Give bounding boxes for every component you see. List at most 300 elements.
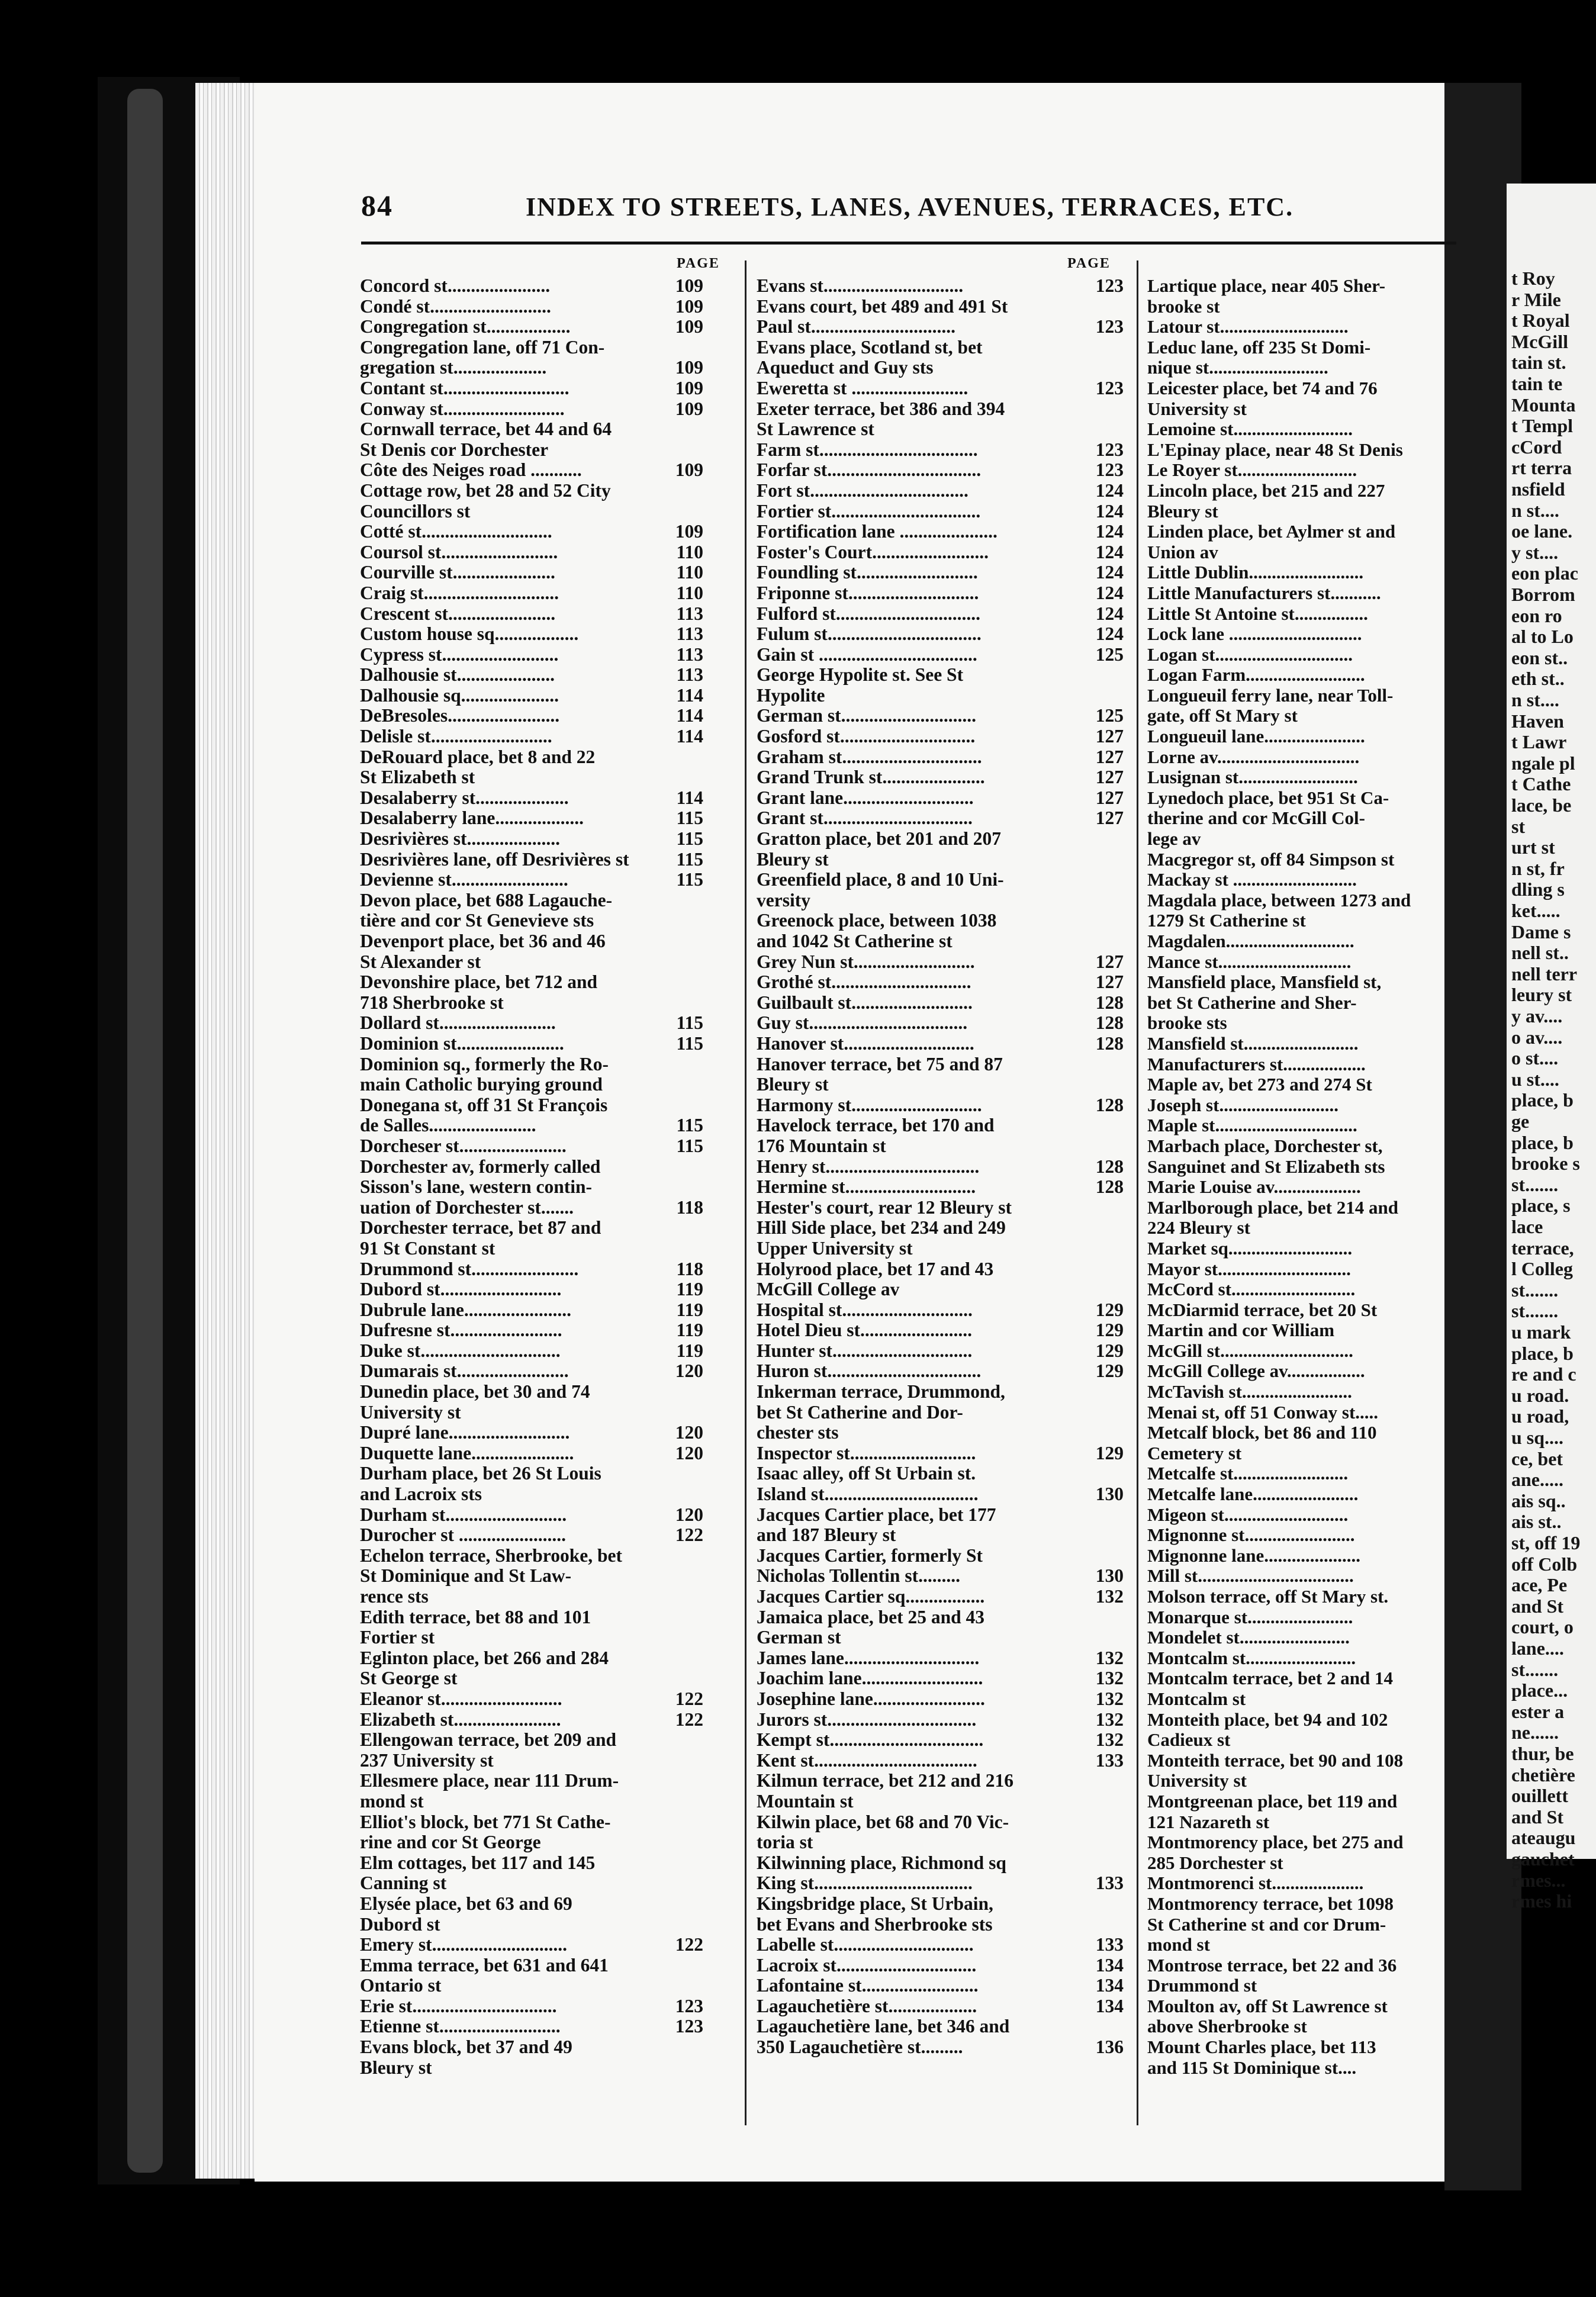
index-entry — [1147, 1054, 1455, 1075]
index-entry — [360, 297, 703, 317]
index-entry — [1147, 460, 1455, 481]
index-entry — [757, 686, 1124, 706]
entry-text: Coursol st......................... — [360, 541, 558, 562]
index-entry — [1147, 1894, 1455, 1915]
entry-page: 123 — [1095, 459, 1124, 481]
facing-page-line: cCord — [1511, 436, 1562, 458]
entry-text: 224 Bleury st — [1147, 1217, 1250, 1238]
entry-page: 124 — [1095, 562, 1124, 583]
entry-text: Havelock terrace, bet 170 and — [757, 1115, 995, 1136]
entry-text: de Salles....................... — [360, 1115, 536, 1136]
index-entry — [1147, 1587, 1455, 1607]
index-entry — [757, 1136, 1124, 1157]
index-entry — [360, 1915, 703, 1935]
entry-text: Guy st.................................. — [757, 1012, 968, 1034]
entry-text: University st — [1147, 398, 1247, 419]
index-entry — [757, 337, 1124, 358]
index-entry — [757, 1525, 1124, 1546]
index-entry — [360, 645, 703, 665]
index-entry — [757, 2037, 1124, 2058]
entry-text: Courville st...................... — [360, 562, 555, 583]
index-entry — [1147, 1935, 1455, 1955]
index-entry — [1147, 1218, 1455, 1238]
entry-text: Graham st.............................. — [757, 746, 982, 767]
entry-text: Exeter terrace, bet 386 and 394 — [757, 398, 1005, 419]
entry-text: mond st — [360, 1790, 424, 1812]
index-entry — [757, 1177, 1124, 1198]
page-number: 84 — [361, 189, 393, 222]
entry-text: Kilmun terrace, bet 212 and 216 — [757, 1770, 1013, 1791]
entry-page: 130 — [1095, 1565, 1124, 1587]
index-entry — [757, 1771, 1124, 1791]
index-entry — [1147, 542, 1455, 563]
index-entry — [1147, 931, 1455, 952]
entry-text: Lemoine st.......................... — [1147, 419, 1353, 440]
index-entry — [757, 1505, 1124, 1526]
facing-page-line: u road. — [1511, 1384, 1569, 1406]
entry-text: Harmony st............................ — [757, 1094, 982, 1115]
entry-text: Crescent st....................... — [360, 603, 556, 624]
index-entry — [360, 1566, 703, 1587]
index-entry — [1147, 1279, 1455, 1300]
entry-text: Hanover st............................ — [757, 1032, 974, 1054]
entry-text: Gratton place, bet 201 and 207 — [757, 828, 1001, 850]
entry-page: 114 — [676, 684, 703, 706]
entry-page: 127 — [1095, 726, 1124, 747]
index-entry — [1147, 1955, 1455, 1976]
index-entry — [757, 645, 1124, 665]
index-entry — [360, 1279, 703, 1300]
index-entry — [360, 1689, 703, 1710]
index-entry — [360, 993, 703, 1014]
entry-page: 128 — [1095, 1176, 1124, 1198]
entry-text: Dubord st — [360, 1913, 440, 1935]
facing-page-line: eth st.. — [1511, 668, 1565, 690]
index-entry — [1147, 747, 1455, 768]
index-entry — [1147, 1668, 1455, 1689]
index-entry — [1147, 1013, 1455, 1034]
entry-text: Côte des Neiges road ........... — [360, 459, 582, 481]
entry-page: 109 — [675, 295, 703, 317]
entry-text: Island st................................. — [757, 1484, 979, 1505]
index-entry — [757, 297, 1124, 317]
entry-text: Grothé st.............................. — [757, 971, 971, 993]
index-column-3 — [1147, 276, 1455, 2078]
entry-page: 136 — [1095, 2037, 1124, 2058]
index-entry — [757, 481, 1124, 501]
header-rule — [361, 242, 1456, 245]
facing-page-line: tain te — [1511, 373, 1563, 394]
entry-text: and 1042 St Catherine st — [757, 931, 953, 951]
entry-text: St Denis cor Dorchester — [360, 439, 549, 460]
index-entry — [360, 1198, 703, 1218]
entry-page: 132 — [1095, 1709, 1124, 1730]
entry-page: 113 — [676, 644, 703, 665]
index-entry — [757, 1853, 1124, 1874]
index-entry — [1147, 1136, 1455, 1157]
entry-page: 118 — [676, 1258, 703, 1279]
index-entry — [757, 317, 1124, 337]
index-entry — [757, 1915, 1124, 1935]
entry-text: Isaac alley, off St Urbain st. — [757, 1463, 976, 1484]
index-entry — [757, 1566, 1124, 1587]
entry-text: Cemetery st — [1147, 1442, 1242, 1463]
entry-page: 110 — [676, 582, 703, 603]
index-entry — [360, 1402, 703, 1423]
index-entry — [360, 419, 703, 440]
entry-text: Contant st........................... — [360, 377, 569, 398]
entry-text: Holyrood place, bet 17 and 43 — [757, 1258, 994, 1279]
entry-text: Jacques Cartier sq................. — [757, 1586, 985, 1607]
entry-page: 124 — [1095, 480, 1124, 501]
entry-page: 134 — [1095, 1995, 1124, 2016]
index-entry — [360, 1443, 703, 1464]
entry-text: Eglinton place, bet 266 and 284 — [360, 1647, 609, 1668]
spine-highlight — [127, 89, 163, 2173]
index-entry — [1147, 870, 1455, 890]
index-entry — [360, 2058, 703, 2079]
entry-page: 124 — [1095, 603, 1124, 624]
facing-page-line: place, b — [1511, 1342, 1574, 1364]
index-entry — [360, 1976, 703, 1996]
index-entry — [1147, 890, 1455, 911]
facing-page-line: st....... — [1511, 1658, 1559, 1680]
entry-text: Kempt st................................. — [757, 1729, 984, 1751]
entry-text: Lagauchetière st................... — [757, 1995, 977, 2016]
entry-text: Lock lane ............................. — [1147, 623, 1362, 645]
facing-page-line: o av.... — [1511, 1026, 1563, 1048]
index-entry — [360, 952, 703, 973]
index-entry — [757, 460, 1124, 481]
entry-text: Mansfield place, Mansfield st, — [1147, 971, 1382, 993]
facing-page-line: court, o — [1511, 1616, 1574, 1638]
index-entry — [757, 1238, 1124, 1259]
index-entry — [1147, 501, 1455, 522]
index-entry — [757, 808, 1124, 829]
index-entry — [1147, 1402, 1455, 1423]
facing-page-line: place... — [1511, 1680, 1568, 1701]
entry-page: 130 — [1095, 1484, 1124, 1505]
entry-text: Fortier st................................ — [757, 500, 981, 522]
index-entry — [1147, 522, 1455, 542]
facing-page-line: st — [1511, 815, 1526, 837]
entry-page: 134 — [1095, 1954, 1124, 1976]
index-entry — [360, 1423, 703, 1443]
entry-text: Mackay st ........................... — [1147, 869, 1357, 890]
index-entry — [360, 481, 703, 501]
entry-text: Montmorency place, bet 275 and — [1147, 1832, 1404, 1853]
entry-text: Latour st............................ — [1147, 316, 1349, 337]
entry-page: 133 — [1095, 1749, 1124, 1771]
entry-text: brooke sts — [1147, 1012, 1227, 1034]
facing-page-line: r Mile — [1511, 288, 1561, 310]
facing-page-line: ace, Pe — [1511, 1574, 1568, 1596]
entry-page: 109 — [675, 398, 703, 419]
entry-page: 132 — [1095, 1688, 1124, 1709]
entry-text: Dubord st.......................... — [360, 1279, 562, 1300]
index-entry — [360, 1505, 703, 1526]
index-column-2 — [757, 276, 1124, 2058]
index-entry — [757, 1095, 1124, 1116]
index-entry — [360, 1300, 703, 1321]
entry-text: King st.................................. — [757, 1873, 973, 1894]
facing-page-line: place, b — [1511, 1131, 1574, 1153]
entry-page: 119 — [676, 1279, 703, 1300]
index-entry — [360, 1812, 703, 1833]
facing-page-line: chetière — [1511, 1764, 1575, 1786]
entry-text: Conway st.......................... — [360, 398, 565, 419]
entry-text: Cypress st......................... — [360, 644, 559, 665]
index-entry — [757, 440, 1124, 461]
entry-text: Desrivières lane, off Desrivières st — [360, 848, 629, 870]
facing-page-line: ais sq.. — [1511, 1489, 1566, 1511]
index-entry — [360, 1177, 703, 1198]
facing-page-line: st....... — [1511, 1300, 1559, 1322]
entry-text: Longueuil ferry lane, near Toll- — [1147, 684, 1394, 706]
entry-text: Grant lane............................ — [757, 787, 974, 808]
entry-text: St Alexander st — [360, 951, 481, 972]
index-entry — [360, 604, 703, 625]
entry-text: Grey Nun st.......................... — [757, 951, 975, 972]
entry-text: Inspector st........................... — [757, 1442, 976, 1463]
index-entry — [757, 1935, 1124, 1955]
index-entry — [1147, 1238, 1455, 1259]
index-entry — [1147, 1115, 1455, 1136]
entry-text: Montcalm st........................ — [1147, 1647, 1356, 1668]
entry-text: 91 St Constant st — [360, 1237, 495, 1259]
entry-text: Evans st.............................. — [757, 275, 964, 296]
entry-page: 114 — [676, 726, 703, 747]
entry-text: Molson terrace, off St Mary st. — [1147, 1586, 1389, 1607]
entry-text: Devenport place, bet 36 and 46 — [360, 931, 606, 951]
index-entry — [1147, 1423, 1455, 1443]
entry-text: DeBresoles........................ — [360, 705, 560, 726]
index-entry — [1147, 1915, 1455, 1935]
entry-text: Kilwinning place, Richmond sq — [757, 1852, 1006, 1873]
index-entry — [1147, 1996, 1455, 2017]
entry-text: Foundling st.......................... — [757, 562, 978, 583]
entry-text: Lorne av............................... — [1147, 746, 1360, 767]
index-entry — [757, 1074, 1124, 1095]
entry-text: Magdala place, between 1273 and — [1147, 889, 1411, 911]
entry-text: Logan st.............................. — [1147, 644, 1353, 665]
index-entry — [757, 1198, 1124, 1218]
index-entry — [1147, 604, 1455, 625]
index-entry — [360, 1587, 703, 1607]
index-entry — [1147, 808, 1455, 829]
index-entry — [757, 562, 1124, 583]
facing-page-line: terrace, — [1511, 1237, 1574, 1259]
entry-text: George Hypolite st. See St — [757, 664, 964, 686]
entry-page: 115 — [676, 1115, 703, 1136]
index-entry — [360, 1074, 703, 1095]
index-entry — [757, 1341, 1124, 1362]
entry-page: 129 — [1095, 1340, 1124, 1361]
entry-text: Bleury st — [360, 2057, 432, 2078]
index-entry — [757, 501, 1124, 522]
index-entry — [360, 1791, 703, 1812]
entry-text: University st — [360, 1401, 461, 1423]
entry-text: Erie st............................... — [360, 1995, 557, 2016]
entry-text: McGill College av................. — [1147, 1360, 1365, 1382]
entry-text: Desalaberry st.................... — [360, 787, 569, 808]
entry-text: Leduc lane, off 235 St Domi- — [1147, 336, 1371, 358]
entry-text: Jacques Cartier place, bet 177 — [757, 1504, 996, 1525]
entry-text: Fulford st............................... — [757, 603, 980, 624]
facing-page-line: u st.... — [1511, 1068, 1559, 1090]
entry-page: 123 — [1095, 377, 1124, 398]
index-entry — [1147, 1607, 1455, 1628]
entry-page: 128 — [1095, 1156, 1124, 1177]
index-entry — [757, 1300, 1124, 1321]
entry-text: 237 University st — [360, 1749, 494, 1771]
index-entry — [757, 665, 1124, 686]
entry-page: 123 — [1095, 439, 1124, 460]
entry-text: Montcalm terrace, bet 2 and 14 — [1147, 1668, 1393, 1689]
entry-page: 113 — [676, 603, 703, 624]
entry-text: Greenfield place, 8 and 10 Uni- — [757, 869, 1004, 890]
entry-text: Little Dublin......................... — [1147, 562, 1364, 583]
entry-text: Longueuil lane...................... — [1147, 726, 1365, 747]
facing-page-line: nell terr — [1511, 963, 1578, 985]
entry-text: lege av — [1147, 828, 1201, 850]
index-entry — [757, 1730, 1124, 1751]
index-entry — [757, 1361, 1124, 1382]
index-entry — [1147, 1505, 1455, 1526]
index-entry — [757, 542, 1124, 563]
entry-text: Jacques Cartier, formerly St — [757, 1545, 983, 1566]
index-entry — [757, 1996, 1124, 2017]
entry-text: Fulum st................................. — [757, 623, 982, 645]
entry-text: Congregation lane, off 71 Con- — [360, 336, 605, 358]
index-entry — [757, 399, 1124, 420]
entry-text: Mance st............................. — [1147, 951, 1352, 972]
facing-page-line: place, s — [1511, 1195, 1571, 1217]
entry-text: Dalhousie st..................... — [360, 664, 555, 686]
entry-page: 125 — [1095, 705, 1124, 726]
entry-text: Foster's Court......................... — [757, 541, 989, 562]
index-entry — [360, 1463, 703, 1484]
index-entry — [360, 1238, 703, 1259]
entry-text: Hunter st.............................. — [757, 1340, 973, 1361]
entry-text: gregation st.................... — [360, 357, 547, 378]
index-entry — [1147, 952, 1455, 973]
index-entry — [757, 1034, 1124, 1054]
entry-text: Cotté st............................ — [360, 521, 552, 542]
index-entry — [1147, 1976, 1455, 1996]
index-entry — [757, 1218, 1124, 1238]
index-entry — [757, 1607, 1124, 1628]
index-entry — [1147, 1730, 1455, 1751]
index-entry — [1147, 665, 1455, 686]
entry-text: Drummond st....................... — [360, 1258, 579, 1279]
facing-page-line: Mounta — [1511, 394, 1576, 416]
facing-page-line: ge — [1511, 1111, 1530, 1132]
index-entry — [360, 1361, 703, 1382]
entry-text: Linden place, bet Aylmer st and — [1147, 521, 1396, 542]
index-entry — [757, 1812, 1124, 1833]
index-entry — [360, 808, 703, 829]
facing-page-line: Borrom — [1511, 584, 1575, 605]
entry-page: 120 — [675, 1442, 703, 1463]
entry-text: Lacroix st.............................. — [757, 1954, 977, 1976]
facing-page-line: st....... — [1511, 1173, 1559, 1195]
entry-text: bet St Catherine and Sher- — [1147, 992, 1357, 1013]
facing-page-line: oe lane. — [1511, 520, 1573, 542]
entry-text: Desrivières st.................... — [360, 828, 560, 850]
index-entry — [757, 747, 1124, 768]
index-entry — [757, 1484, 1124, 1505]
entry-text: Lagauchetière lane, bet 346 and — [757, 2016, 1010, 2037]
index-entry — [757, 1423, 1124, 1443]
entry-text: Canning st — [360, 1873, 447, 1894]
entry-text: bet Evans and Sherbrooke sts — [757, 1913, 993, 1935]
index-entry — [1147, 317, 1455, 337]
entry-text: mond st — [1147, 1934, 1210, 1955]
index-entry — [757, 1320, 1124, 1341]
entry-text: main Catholic burying ground — [360, 1074, 603, 1095]
index-entry — [1147, 1074, 1455, 1095]
index-entry — [360, 767, 703, 788]
index-entry — [1147, 1710, 1455, 1730]
index-entry — [757, 993, 1124, 1014]
facing-page-line: ce, bet — [1511, 1447, 1563, 1469]
index-entry — [757, 624, 1124, 645]
index-entry — [1147, 2058, 1455, 2079]
index-entry — [1147, 624, 1455, 645]
index-entry — [1147, 1853, 1455, 1874]
index-column-1 — [360, 276, 703, 2078]
index-entry — [360, 747, 703, 768]
index-entry — [757, 726, 1124, 747]
index-entry — [1147, 829, 1455, 850]
index-entry — [1147, 726, 1455, 747]
entry-text: Craig st............................. — [360, 582, 559, 603]
index-entry — [360, 1546, 703, 1566]
index-entry — [757, 1873, 1124, 1894]
entry-text: Forfar st................................. — [757, 459, 982, 481]
entry-text: toria st — [757, 1832, 813, 1853]
entry-text: Le Royer st.......................... — [1147, 459, 1357, 481]
entry-text: Gosford st............................. — [757, 726, 976, 747]
index-entry — [360, 1218, 703, 1238]
entry-text: Aqueduct and Guy sts — [757, 357, 934, 378]
facing-page-line: brooke s — [1511, 1153, 1580, 1175]
index-entry — [360, 1894, 703, 1915]
index-entry — [757, 1382, 1124, 1402]
entry-page: 132 — [1095, 1647, 1124, 1668]
entry-text: Elizabeth st....................... — [360, 1709, 561, 1730]
entry-text: Dorchester terrace, bet 87 and — [360, 1217, 601, 1238]
entry-text: Durocher st ....................... — [360, 1524, 566, 1546]
entry-text: St Elizabeth st — [360, 767, 475, 788]
index-entry — [1147, 1751, 1455, 1771]
entry-text: Metcalfe lane....................... — [1147, 1484, 1359, 1505]
index-entry — [757, 1587, 1124, 1607]
entry-text: Evans block, bet 37 and 49 — [360, 2037, 572, 2058]
entry-page: 115 — [676, 1135, 703, 1156]
page-label-col1: PAGE — [677, 256, 720, 271]
entry-text: Devienne st......................... — [360, 869, 568, 890]
entry-text: L'Epinay place, near 48 St Denis — [1147, 439, 1403, 460]
index-entry — [360, 1607, 703, 1628]
index-entry — [360, 522, 703, 542]
entry-text: Josephine lane........................ — [757, 1688, 985, 1709]
index-entry — [1147, 378, 1455, 399]
entry-text: Jamaica place, bet 25 and 43 — [757, 1606, 984, 1627]
entry-text: Mill st.................................. — [1147, 1565, 1354, 1587]
entry-text: McGill College av — [757, 1279, 900, 1300]
